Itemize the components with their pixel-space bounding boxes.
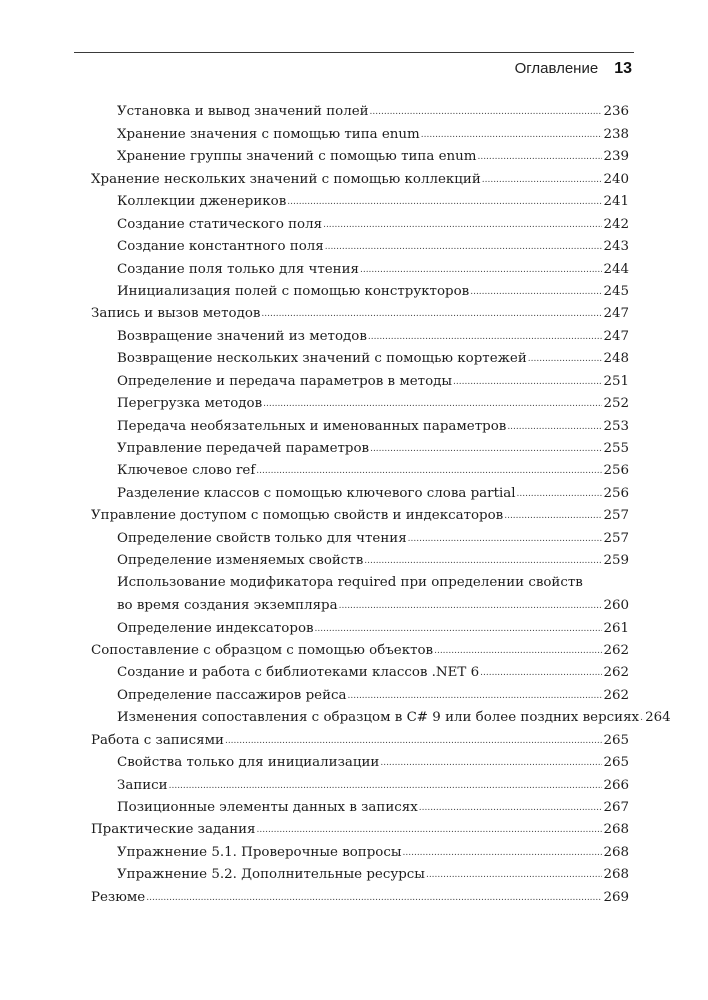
toc-dot-leader: [325, 236, 603, 258]
toc-entry-page: 257: [603, 530, 629, 546]
toc-subsection-entry[interactable]: [91, 774, 629, 796]
toc-dot-leader: [315, 618, 603, 640]
toc-subsection-entry[interactable]: [91, 438, 629, 460]
toc-entry-title: Хранение группы значений с помощью типа enum: [117, 149, 477, 165]
toc-entry-title: Определение изменяемых свойств: [117, 553, 364, 569]
toc-entry-page: 268: [603, 822, 629, 838]
toc-dot-leader: [370, 101, 603, 123]
toc-dot-leader: [263, 393, 602, 415]
toc-subsection-entry[interactable]: [91, 393, 629, 415]
toc-dot-leader: [482, 169, 603, 191]
toc-entry-title: Инициализация полей с помощью конструкторов: [117, 283, 470, 299]
toc-dot-leader: [640, 707, 644, 729]
toc-entry-page: 247: [603, 306, 629, 322]
toc-entry-title: Установка и вывод значений полей: [117, 104, 369, 120]
toc-entry-title-continued: во время создания экземпляра: [117, 598, 338, 614]
toc-entry-page: 248: [603, 351, 629, 367]
toc-dot-leader: [370, 438, 602, 460]
toc-dot-leader: [146, 887, 602, 909]
toc-dot-leader: [256, 460, 602, 482]
toc-entry-title: Свойства только для инициализации: [117, 755, 380, 771]
toc-entry-page: 242: [603, 216, 629, 232]
toc-dot-leader: [257, 819, 603, 841]
toc-entry-page: 268: [603, 867, 629, 883]
toc-entry-page: 266: [603, 777, 629, 793]
toc-entry-page: 240: [603, 171, 629, 187]
toc-section-entry[interactable]: [91, 640, 629, 662]
running-header-title: Оглавление: [514, 60, 599, 77]
toc-dot-leader: [380, 752, 602, 774]
toc-entry-page: 247: [603, 328, 629, 344]
toc-dot-leader: [169, 775, 603, 797]
toc-entry-page: 243: [603, 239, 629, 255]
toc-dot-leader: [434, 640, 602, 662]
toc-entry-title: Создание константного поля: [117, 239, 324, 255]
toc-subsection-entry[interactable]: [91, 684, 629, 706]
toc-entry-title: Управление доступом с помощью свойств и индексаторов: [91, 508, 504, 524]
toc-entry-page: 256: [603, 463, 629, 479]
toc-entry-page: 251: [603, 373, 629, 389]
toc-section-entry[interactable]: [91, 303, 629, 325]
toc-dot-leader: [360, 259, 602, 281]
toc-entry-title: Создание и работа с библиотеками классов .NET 6: [117, 665, 480, 681]
toc-entry-title: Резюме: [91, 889, 146, 905]
toc-entry-page: 252: [603, 396, 629, 412]
toc-entry-title: Определение свойств только для чтения: [117, 530, 407, 546]
toc-subsection-entry[interactable]: [91, 348, 629, 370]
toc-dot-leader: [517, 483, 603, 505]
toc-dot-leader: [470, 281, 602, 303]
toc-entry-title: Работа с записями: [91, 732, 224, 748]
toc-entry-title: Хранение нескольких значений с помощью коллекций: [91, 171, 481, 187]
toc-entry-page: 262: [603, 642, 629, 658]
toc-section-entry[interactable]: [91, 168, 629, 190]
toc-entry-page: 238: [603, 126, 629, 142]
toc-entry-page: 241: [603, 194, 629, 210]
toc-section-entry[interactable]: [91, 886, 629, 908]
toc-entry-title: Сопоставление с образцом с помощью объектов: [91, 642, 434, 658]
toc-subsection-entry[interactable]: [91, 864, 629, 886]
toc-dot-leader: [408, 528, 603, 550]
toc-dot-leader: [480, 662, 602, 684]
toc-subsection-entry[interactable]: [91, 527, 629, 549]
toc-entry-title: Коллекции дженериков: [117, 194, 287, 210]
toc-subsection-entry[interactable]: [91, 415, 629, 437]
toc-entry-title: Изменения сопоставления с образцом в C# 9 или более поздних версиях: [117, 710, 640, 726]
toc-entry-title: Создание поля только для чтения: [117, 261, 359, 277]
toc-entry-title: Ключевое слово ref: [117, 463, 256, 479]
toc-entry-title: Хранение значения с помощью типа enum: [117, 126, 420, 142]
toc-entry-title: Определение пассажиров рейса: [117, 687, 347, 703]
toc-subsection-entry[interactable]: [91, 101, 629, 123]
toc-subsection-entry[interactable]: [91, 482, 629, 504]
toc-entry-title: Возвращение нескольких значений с помощью кортежей: [117, 351, 527, 367]
toc-entry-page: 267: [603, 800, 629, 815]
toc-entry-page: 268: [603, 844, 629, 860]
toc-subsection-entry[interactable]: [91, 841, 629, 863]
toc-subsection-entry[interactable]: [91, 752, 629, 774]
toc-dot-leader: [364, 550, 602, 572]
toc-entry-page: 245: [603, 283, 629, 299]
toc-entry-page: 244: [603, 261, 629, 277]
toc-section-entry[interactable]: [91, 819, 629, 841]
toc-entry-page: 262: [603, 665, 629, 681]
toc-subsection-entry[interactable]: [91, 572, 629, 617]
toc-entry-page: 239: [603, 149, 629, 165]
toc-entry-page: 259: [603, 553, 629, 569]
toc-subsection-entry[interactable]: [91, 258, 629, 280]
toc-entry-page: 264: [645, 710, 671, 726]
toc-entry-page: 255: [603, 441, 629, 456]
toc-subsection-entry[interactable]: [91, 236, 629, 258]
toc-entry-title: Записи: [117, 777, 168, 793]
toc-entry-title: Возвращение значений из методов: [117, 328, 367, 344]
toc-subsection-entry[interactable]: [91, 370, 629, 392]
toc-entry-page: 265: [603, 755, 629, 771]
toc-subsection-entry[interactable]: [91, 325, 629, 347]
toc-dot-leader: [403, 842, 603, 864]
toc-entry-title: Определение и передача параметров в методы: [117, 373, 453, 389]
toc-dot-leader: [453, 371, 602, 393]
toc-dot-leader: [225, 730, 602, 752]
toc-dot-leader: [528, 348, 603, 370]
toc-entry-title: Практические задания: [91, 822, 256, 838]
toc-subsection-entry[interactable]: [91, 707, 671, 729]
toc-entry-title: Использование модификатора required при определении свойств: [117, 575, 583, 591]
toc-subsection-entry[interactable]: [91, 460, 629, 482]
toc-dot-leader: [477, 146, 602, 168]
toc-subsection-entry[interactable]: [91, 191, 629, 213]
toc-entry-title: Передача необязательных и именованных параметров: [117, 418, 507, 434]
toc-entry-page: 253: [603, 418, 629, 434]
toc-dot-leader: [419, 797, 603, 819]
running-header: [74, 60, 632, 78]
page-number: 13: [614, 60, 632, 77]
toc-dot-leader: [368, 326, 603, 348]
table-of-contents: [91, 101, 671, 909]
toc-entry-page: 262: [603, 687, 629, 703]
toc-dot-leader: [287, 191, 602, 213]
toc-entry-title: Управление передачей параметров: [117, 441, 370, 456]
toc-dot-leader: [339, 595, 603, 617]
toc-subsection-entry[interactable]: [91, 281, 629, 303]
toc-entry-title: Упражнение 5.1. Проверочные вопросы: [117, 844, 402, 860]
toc-entry-page: 256: [603, 485, 629, 501]
toc-subsection-entry[interactable]: [91, 617, 629, 639]
toc-entry-page: 265: [603, 732, 629, 748]
toc-dot-leader: [504, 505, 602, 527]
toc-entry-title: Упражнение 5.2. Дополнительные ресурсы: [117, 867, 425, 883]
toc-dot-leader: [348, 685, 603, 707]
toc-dot-leader: [507, 416, 602, 438]
toc-subsection-entry[interactable]: [91, 797, 629, 819]
toc-dot-leader: [323, 214, 602, 236]
toc-subsection-entry[interactable]: [91, 662, 629, 684]
toc-section-entry[interactable]: [91, 729, 629, 751]
toc-subsection-entry[interactable]: [91, 123, 629, 145]
toc-entry-title: Создание статического поля: [117, 216, 323, 232]
toc-entry-title: Перегрузка методов: [117, 396, 263, 412]
toc-entry-page: 257: [603, 508, 629, 524]
toc-subsection-entry[interactable]: [91, 550, 629, 572]
toc-entry-title: Запись и вызов методов: [91, 306, 261, 322]
toc-entry-title: Разделение классов с помощью ключевого слова partial: [117, 485, 516, 501]
toc-entry-page: 269: [603, 889, 629, 905]
toc-dot-leader: [261, 303, 602, 325]
toc-entry-title: Определение индексаторов: [117, 620, 314, 636]
header-rule: [74, 52, 634, 53]
toc-entry-page: 260: [603, 598, 629, 614]
toc-dot-leader: [426, 864, 602, 886]
toc-entry-page: 236: [603, 104, 629, 120]
toc-dot-leader: [421, 124, 603, 146]
toc-section-entry[interactable]: [91, 505, 629, 527]
toc-subsection-entry[interactable]: [91, 146, 629, 168]
toc-subsection-entry[interactable]: [91, 213, 629, 235]
toc-entry-page: 261: [603, 620, 629, 636]
toc-entry-title: Позиционные элементы данных в записях: [117, 800, 418, 815]
